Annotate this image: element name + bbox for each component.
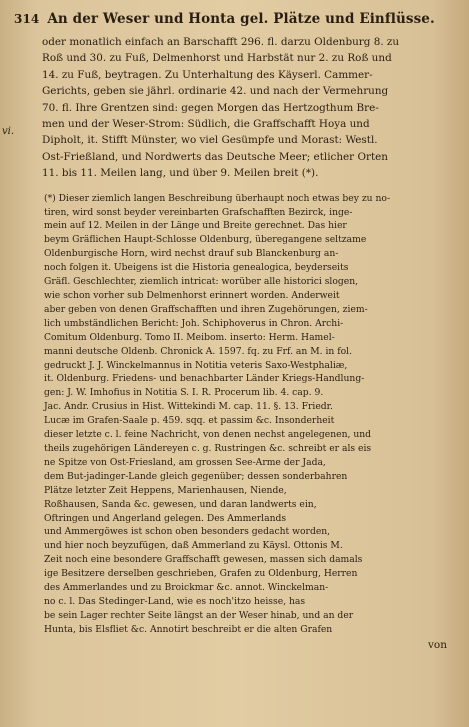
- body-line: oder monatlich einfach an Barschafft 296. fl. darzu Oldenburg 8. zu: [42, 36, 400, 48]
- note-line: beym Gräflichen Haupt-Schlosse Oldenburg, überegangene seltzame: [44, 234, 367, 246]
- body-line: men und der Weser-Strom: Südlich, die Graffschafft Hoya und: [42, 118, 370, 131]
- note-line: dem But-jadinger-Lande gleich gegenüber; dessen sonderbahren: [44, 470, 348, 482]
- body-line: Roß und 30. zu Fuß, Delmenhorst und Harbstät nur 2. zu Roß und: [42, 52, 392, 65]
- note-line: tiren, wird sonst beyder vereinbarten Grafschafften Bezirck, inge-: [44, 206, 353, 218]
- note-line: manni deutsche Oldenb. Chronick A. 1597. fq. zu Frf. an M. in fol.: [44, 345, 353, 357]
- main-paragraph: [14, 34, 457, 182]
- note-line: Gräfl. Geschlechter, ziemlich intricat: worüber alle historici slogen,: [44, 276, 359, 288]
- body-line: 11. bis 11. Meilen lang, und über 9. Meilen breit (*).: [42, 167, 319, 180]
- note-line: wie schon vorher sub Delmenhorst erinnert worden. Anderweit: [44, 290, 340, 301]
- note-line: mein auf 12. Meilen in der Länge und Breite gerechnet. Das hier: [44, 220, 347, 232]
- note-line: be sein Lager rechter Seite längst an der Weser hinab, und an der: [44, 609, 354, 621]
- note-line: gen: J. W. Imhofius in Notitia S. I. R. Procerum lib. 4. cap. 9.: [44, 387, 324, 399]
- margin-mark: vi.: [2, 126, 15, 137]
- body-line: Gerichts, geben sie jährl. ordinarie 42. und nach der Vermehrung: [42, 85, 389, 98]
- footnote: [14, 192, 457, 637]
- note-line: Zeit noch eine besondere Graffschafft gewesen, massen sich damals: [44, 554, 363, 566]
- body-line: 14. zu Fuß, beytragen. Zu Unterhaltung des Käyserl. Cammer-: [42, 68, 373, 81]
- body-line: Dipholt, it. Stifft Münster, wo viel Gesümpfe und Morast: Westl.: [42, 134, 378, 147]
- note-line: Oftringen und Angerland gelegen. Des Ammerlands: [44, 512, 287, 524]
- note-line: it. Oldenburg. Friedens- und benachbarter Länder Kriegs-Handlung-: [44, 373, 365, 385]
- note-line: Hunta, bis Elsfliet &c. Annotirt beschreibt er die alten Grafen: [44, 623, 333, 635]
- body-line: Ost-Frießland, und Nordwerts das Deutsche Meer; etlicher Orten: [42, 150, 388, 163]
- body-line: 70. fl. Ihre Grentzen sind: gegen Morgen das Hertzogthum Bre-: [42, 101, 379, 114]
- note-line: gedruckt J. J. Winckelmannus in Notitia veteris Saxo-Westphaliæ,: [44, 359, 348, 371]
- note-line: theils zugehörigen Ländereyen c. g. Rustringen &c. schreibt er als eis: [44, 442, 372, 454]
- note-line: Roßhausen, Sanda &c. gewesen, und daran landwerts ein,: [44, 498, 317, 510]
- note-line: und Ammergöwes ist schon oben besonders gedacht worden,: [44, 526, 331, 538]
- running-title: An der Weser und Honta gel. Plätze und Einflüsse.: [47, 11, 435, 27]
- note-line: Oldenburgische Horn, wird nechst drauf sub Blanckenburg an-: [44, 248, 339, 260]
- note-line: no c. l. Das Stedinger-Land, wie es noch'itzo heisse, has: [44, 595, 306, 607]
- note-line: ige Besitzere derselben geschrieben, Grafen zu Oldenburg, Herren: [44, 568, 358, 580]
- note-line: (*) Dieser ziemlich langen Beschreibung überhaupt noch etwas bey zu no-: [44, 192, 391, 204]
- note-line: Plätze letzter Zeit Heppens, Marienhausen, Niende,: [44, 484, 287, 496]
- page-number: 314: [14, 12, 40, 26]
- note-line: Lucæ im Grafen-Saale p. 459. sqq. et passim &c. Insonderheit: [44, 415, 335, 427]
- note-line: Jac. Andr. Crusius in Hist. Wittekindi M. cap. 11. §. 13. Friedr.: [44, 401, 333, 413]
- note-line: Comitum Oldenburg. Tomo II. Meibom. inserto: Herm. Hamel-: [44, 331, 335, 343]
- note-line: aber geben von denen Graffschafften und ihren Zugehörungen, ziem-: [44, 303, 368, 315]
- catchword: von: [427, 638, 447, 651]
- note-line: noch folgen it. Ubeigens ist die Historia genealogica, beyderseits: [44, 262, 349, 274]
- note-line: ne Spitze von Ost-Friesland, am grossen See-Arme der Jada,: [44, 456, 326, 468]
- note-line: des Ammerlandes und zu Broickmar &c. annot. Winckelman-: [44, 582, 329, 594]
- note-line: lich umbständlichen Bericht: Joh. Schiphoverus in Chron. Archi-: [44, 317, 344, 329]
- running-header: [14, 10, 457, 28]
- note-line: dieser letzte c. l. feine Nachricht, von denen nechst angelegenen, und: [44, 429, 372, 441]
- note-line: und hier noch beyzufügen, daß Ammerland zu Käysl. Ottonis M.: [44, 540, 343, 552]
